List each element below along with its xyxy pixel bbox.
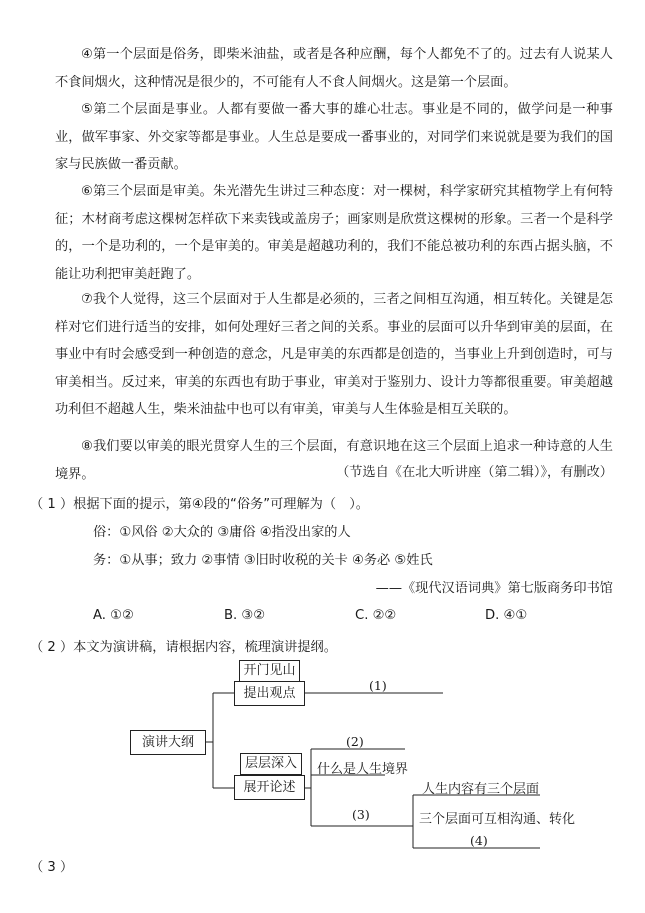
- dictionary-reference: ——《现代汉语词典》第七版商务印书馆: [375, 581, 613, 596]
- what-is-realm: 什么是人生境界: [317, 762, 409, 777]
- levels-communicate-label: 三个层面可互相沟通、转化: [419, 812, 576, 827]
- paragraph-5: ⑤第二个层面是事业。人都有要做一番大事的雄心壮志。事业是不同的，做学问是一种事业，做军事家、外交家等都是事业。人生总是要成一番事业的，对同学们来说就是要为我们的国家与民族做一番贡献。: [55, 102, 613, 172]
- source-citation: （节选自《在北大听讲座（第二辑）》，有删改）: [336, 465, 613, 480]
- blank-3-label: (3): [352, 807, 370, 822]
- paragraph-7: ⑦我个人觉得，这三个层面对于人生都是必须的，三者之间相互沟通，相互转化。关键是怎样对它们进行适当的安排，如何处理好三者之间的关系。事业的层面可以升华到审美的层面，在事业中有时会感受到一种创造的意念，凡是审美的东西都是创造的，当事业上升到创造时，可与审美相当。反过来，审美的东西也有助于事业，审美对于鉴别力、设计力等都很重要。审美超越功利但不超越人生，柴米油盐中也可以有审美，审美与人生体验是相互关联的。: [55, 292, 613, 417]
- paragraph-8: ⑧我们要以审美的眼光贯穿人生的三个层面，有意识地在这三个层面上追求一种诗意的人生境界。: [55, 439, 613, 482]
- paragraph-6: ⑥第三个层面是审美。朱光潜先生讲过三种态度：对一棵树，科学家研究其植物学上有何特征；木材商考虑这棵树怎样砍下来卖钱或盖房子；画家则是欣赏这棵树的形象。三者一个是科学的，一个是功利的，一个是审美的。审美是超越功利的，我们不能总被功利的东西占据头脑，不能让功利把审美赶跑了。: [55, 184, 613, 282]
- option-a[interactable]: A. ①②: [93, 608, 134, 623]
- blank-4-label: (4): [470, 833, 488, 848]
- option-c[interactable]: C. ②②: [355, 608, 397, 623]
- tag-deep-box: 层层深入: [240, 753, 302, 775]
- blank-1-label: (1): [369, 678, 387, 693]
- question-2-stem: （ 2 ）本文为演讲稿，请根据内容，梳理演讲提纲。: [30, 640, 337, 655]
- dictionary-wu: 务：①从事；致力 ②事情 ③旧时收税的关卡 ④务必 ⑤姓氏: [93, 553, 433, 568]
- outline-root-box: 演讲大纲: [130, 730, 206, 755]
- node-propose-box: 提出观点: [234, 681, 305, 706]
- question-1-stem: （ 1 ）根据下面的提示，第④段的“俗务”可理解为（ ）。: [30, 497, 369, 512]
- question-3-stem: （ 3 ）: [30, 860, 74, 875]
- dictionary-su: 俗：①风俗 ②大众的 ③庸俗 ④指没出家的人: [93, 525, 351, 540]
- option-d[interactable]: D. ④①: [485, 608, 528, 623]
- option-b[interactable]: B. ③②: [224, 608, 266, 623]
- node-argue-box: 展开论述: [234, 775, 305, 800]
- blank-2-label: (2): [346, 734, 364, 749]
- three-levels-label: 人生内容有三个层面: [422, 782, 540, 797]
- tag-open-box: 开门见山: [239, 660, 300, 682]
- paragraph-4: ④第一个层面是俗务，即柴米油盐，或者是各种应酬，每个人都免不了的。过去有人说某人不食间烟火，这种情况是很少的，不可能有人不食人间烟火。这是第一个层面。: [55, 47, 613, 90]
